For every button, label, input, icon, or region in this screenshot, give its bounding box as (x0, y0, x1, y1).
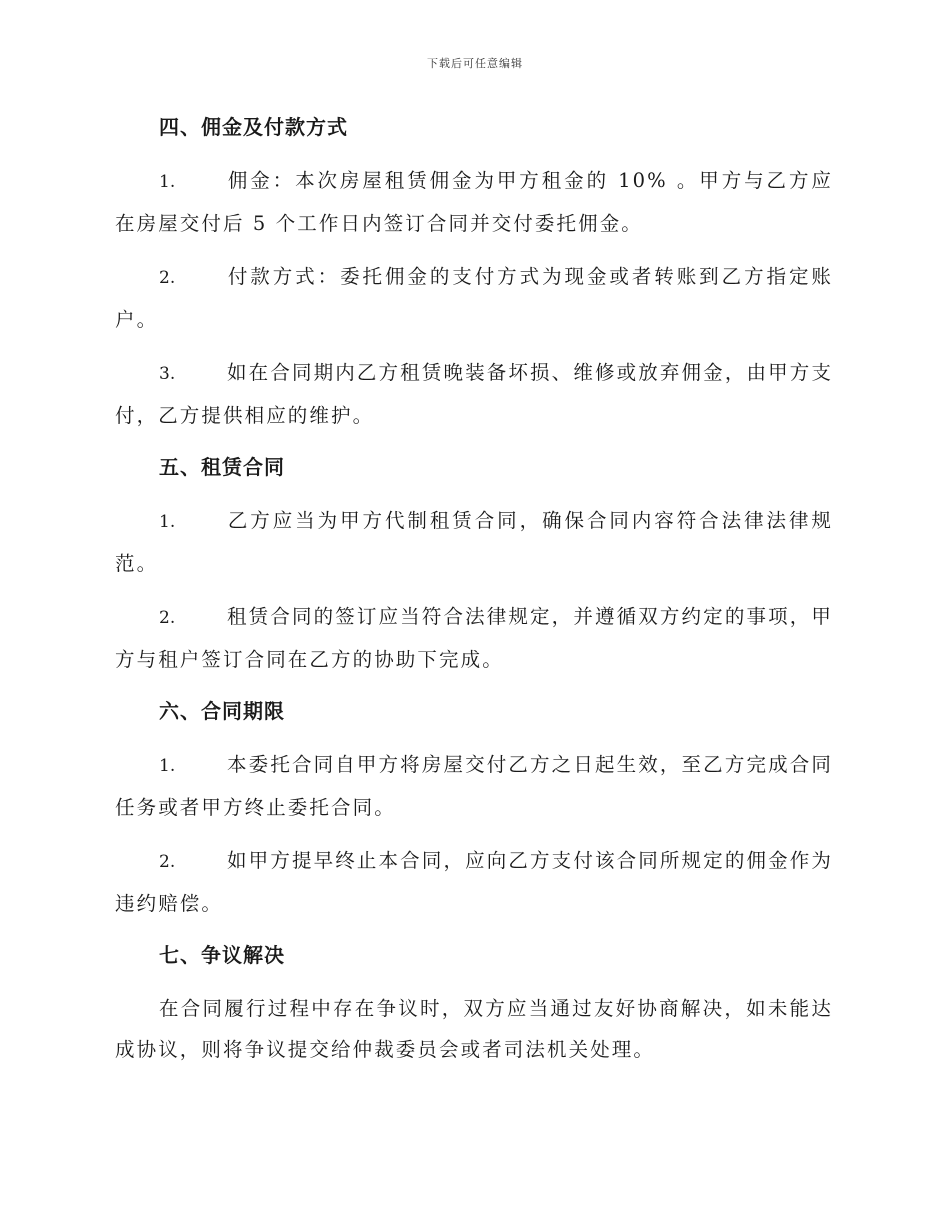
section-paragraph: 在合同履行过程中存在争议时，双方应当通过友好协商解决，如未能达成协议，则将争议提交给仲裁委员会或者司法机关处理。 (115, 997, 833, 1061)
clause-text: 乙方应当为甲方代制租赁合同，确保合同内容符合法律法律规范。 (115, 509, 833, 575)
clause-number: 1. (159, 172, 176, 192)
clause (115, 256, 833, 340)
clause (115, 500, 833, 584)
section-heading: 五、租赁合同 (159, 455, 285, 479)
clause-text: 租赁合同的签订应当符合法律规定，并遵循双方约定的事项，甲方与租户签订合同在乙方的协助下完成。 (115, 605, 833, 671)
clause-text: 本委托合同自甲方将房屋交付乙方之日起生效，至乙方完成合同任务或者甲方终止委托合同。 (115, 753, 833, 819)
clause-number: 1. (159, 756, 176, 776)
clause (115, 352, 833, 436)
clause-text: 佣金：本次房屋租赁佣金为甲方租金的 10% 。甲方与乙方应在房屋交付后 5 个工作日内签订合同并交付委托佣金。 (115, 169, 833, 235)
clause-number: 2. (159, 608, 176, 628)
header-note: 下载后可任意编辑 (427, 57, 523, 70)
clause-number: 2. (159, 268, 176, 288)
clause (115, 744, 833, 828)
document-body (115, 108, 833, 1082)
section-heading: 六、合同期限 (159, 699, 285, 723)
clause (115, 840, 833, 924)
section-heading: 七、争议解决 (159, 943, 285, 967)
clause-number: 1. (159, 512, 176, 532)
clause-text: 如在合同期内乙方租赁晚装备坏损、维修或放弃佣金，由甲方支付，乙方提供相应的维护。 (115, 361, 833, 427)
clause-number: 3. (159, 364, 176, 384)
clause-text: 付款方式：委托佣金的支付方式为现金或者转账到乙方指定账户。 (115, 265, 833, 331)
clause-number: 2. (159, 852, 176, 872)
clause (115, 596, 833, 680)
clause-text: 如甲方提早终止本合同，应向乙方支付该合同所规定的佣金作为违约赔偿。 (115, 849, 833, 915)
clause (115, 160, 833, 244)
section-heading: 四、佣金及付款方式 (159, 115, 348, 139)
